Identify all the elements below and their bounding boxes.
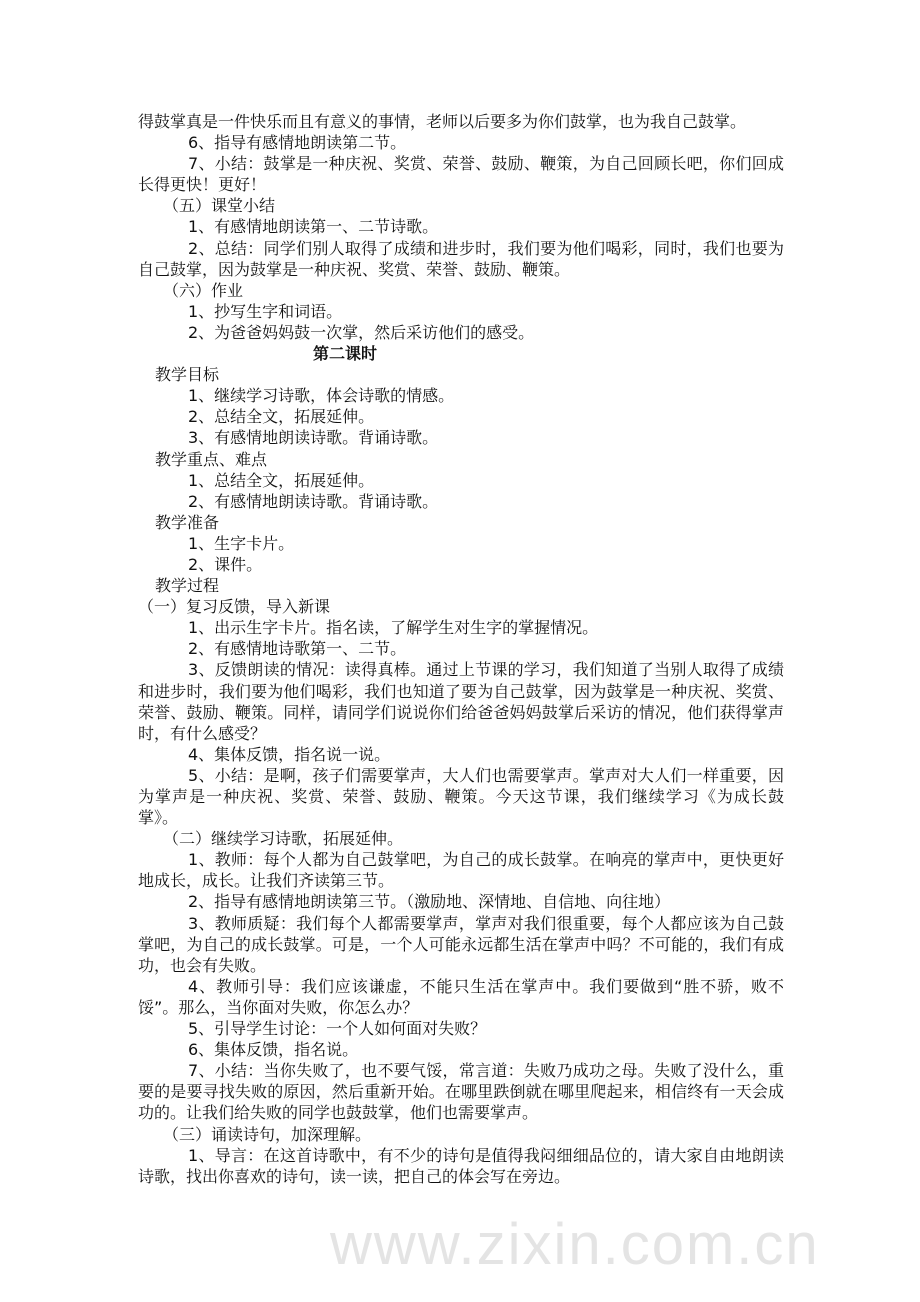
watermark: www.zixin.com.cn xyxy=(330,1212,820,1277)
paragraph: 1、抄写生字和词语。 xyxy=(188,301,343,321)
section-heading: 教学重点、难点 xyxy=(155,449,268,469)
paragraph: 6、集体反馈，指名说。 xyxy=(188,1040,359,1060)
paragraph: 3、反馈朗读的情况：读得真棒。通过上节课的学习，我们知道了当别人取得了成绩和进步时，我们要为他们喝彩，我们也知道了要为自己鼓掌，因为鼓掌是一种庆祝、奖赏、荣誉、鼓励、鞭策。同样，请同学们说说你们给爸爸妈妈鼓掌后采访的情况，他们获得掌声时，有什么感受？ xyxy=(138,660,784,743)
paragraph: 2、为爸爸妈妈鼓一次掌，然后采访他们的感受。 xyxy=(188,322,535,342)
paragraph: 1、总结全文，拓展延伸。 xyxy=(188,470,375,490)
section-heading: 教学过程 xyxy=(155,576,220,596)
paragraph: 5、小结：是啊，孩子们需要掌声，大人们也需要掌声。掌声对大人们一样重要，因为掌声是一种庆祝、奖赏、荣誉、鼓励、鞭策。今天这节课，我们继续学习《为成长鼓掌》。 xyxy=(138,765,784,828)
paragraph: 4、教师引导：我们应该谦虚，不能只生活在掌声中。我们要做到“胜不骄，败不馁”。那么，当你面对失败，你怎么办？ xyxy=(138,976,784,1017)
paragraph: 得鼓掌真是一件快乐而且有意义的事情，老师以后要多为你们鼓掌，也为我自己鼓掌。 xyxy=(138,112,747,131)
section-heading: （二）继续学习诗歌，拓展延伸。 xyxy=(163,829,404,849)
paragraph: 1、生字卡片。 xyxy=(188,533,295,553)
section-heading: 教学目标 xyxy=(155,365,220,385)
paragraph: 7、小结：当你失败了，也不要气馁，常言道：失败乃成功之母。失败了没什么，重要的是要寻找失败的原因，然后重新开始。在哪里跌倒就在哪里爬起来，相信终有一天会成功的。让我们给失败的同学也鼓鼓掌，他们也需要掌声。 xyxy=(138,1061,784,1123)
paragraph: 2、课件。 xyxy=(188,554,263,574)
section-heading: （三）诵读诗句，加深理解。 xyxy=(163,1124,372,1144)
section-heading: （一）复习反馈，导入新课 xyxy=(138,597,331,617)
paragraph: 5、引导学生讨论：一个人如何面对失败？ xyxy=(188,1019,487,1039)
paragraph: 2、有感情地诗歌第一、二节。 xyxy=(188,639,407,659)
paragraph: 3、教师质疑：我们每个人都需要掌声，掌声对我们很重要，每个人都应该为自己鼓掌吧，为自己的成长鼓掌。可是，一个人可能永远都生活在掌声中吗？不可能的，我们有成功，也会有失败。 xyxy=(138,913,784,975)
paragraph: 2、总结全文，拓展延伸。 xyxy=(188,407,375,427)
section-heading: （五）课堂小结 xyxy=(163,196,276,216)
paragraph: 7、小结：鼓掌是一种庆祝、奖赏、荣誉、鼓励、鞭策，为自己回顾长吧，你们回成长得更快！更好！ xyxy=(138,154,784,195)
paragraph: 1、教师：每个人都为自己鼓掌吧，为自己的成长鼓掌。在响亮的掌声中，更快更好地成长，成长。让我们齐读第三节。 xyxy=(138,850,784,891)
paragraph: 2、指导有感情地朗读第三节。（激励地、深情地、自信地、向往地） xyxy=(188,892,671,912)
section-title: 第二课时 xyxy=(313,344,378,364)
paragraph: 1、有感情地朗读第一、二节诗歌。 xyxy=(188,217,439,237)
paragraph: 2、总结：同学们别人取得了成绩和进步时，我们要为他们喝彩，同时，我们也要为自己鼓掌，因为鼓掌是一种庆祝、奖赏、荣誉、鼓励、鞭策。 xyxy=(138,238,784,279)
paragraph: 6、指导有感情地朗读第二节。 xyxy=(188,133,407,153)
paragraph: 1、出示生字卡片。指名读，了解学生对生字的掌握情况。 xyxy=(188,618,599,638)
paragraph: 3、有感情地朗读诗歌。背诵诗歌。 xyxy=(188,428,439,448)
section-heading: （六）作业 xyxy=(163,280,244,300)
paragraph: 1、导言：在这首诗歌中，有不少的诗句是值得我闷细细品位的，请大家自由地朗读诗歌，找出你喜欢的诗句，读一读，把自己的体会写在旁边。 xyxy=(138,1145,784,1186)
paragraph: 4、集体反馈，指名说一说。 xyxy=(188,744,391,764)
document-body xyxy=(138,111,784,1187)
section-heading: 教学准备 xyxy=(155,512,220,532)
paragraph: 1、继续学习诗歌，体会诗歌的情感。 xyxy=(188,386,455,406)
paragraph: 2、有感情地朗读诗歌。背诵诗歌。 xyxy=(188,491,439,511)
